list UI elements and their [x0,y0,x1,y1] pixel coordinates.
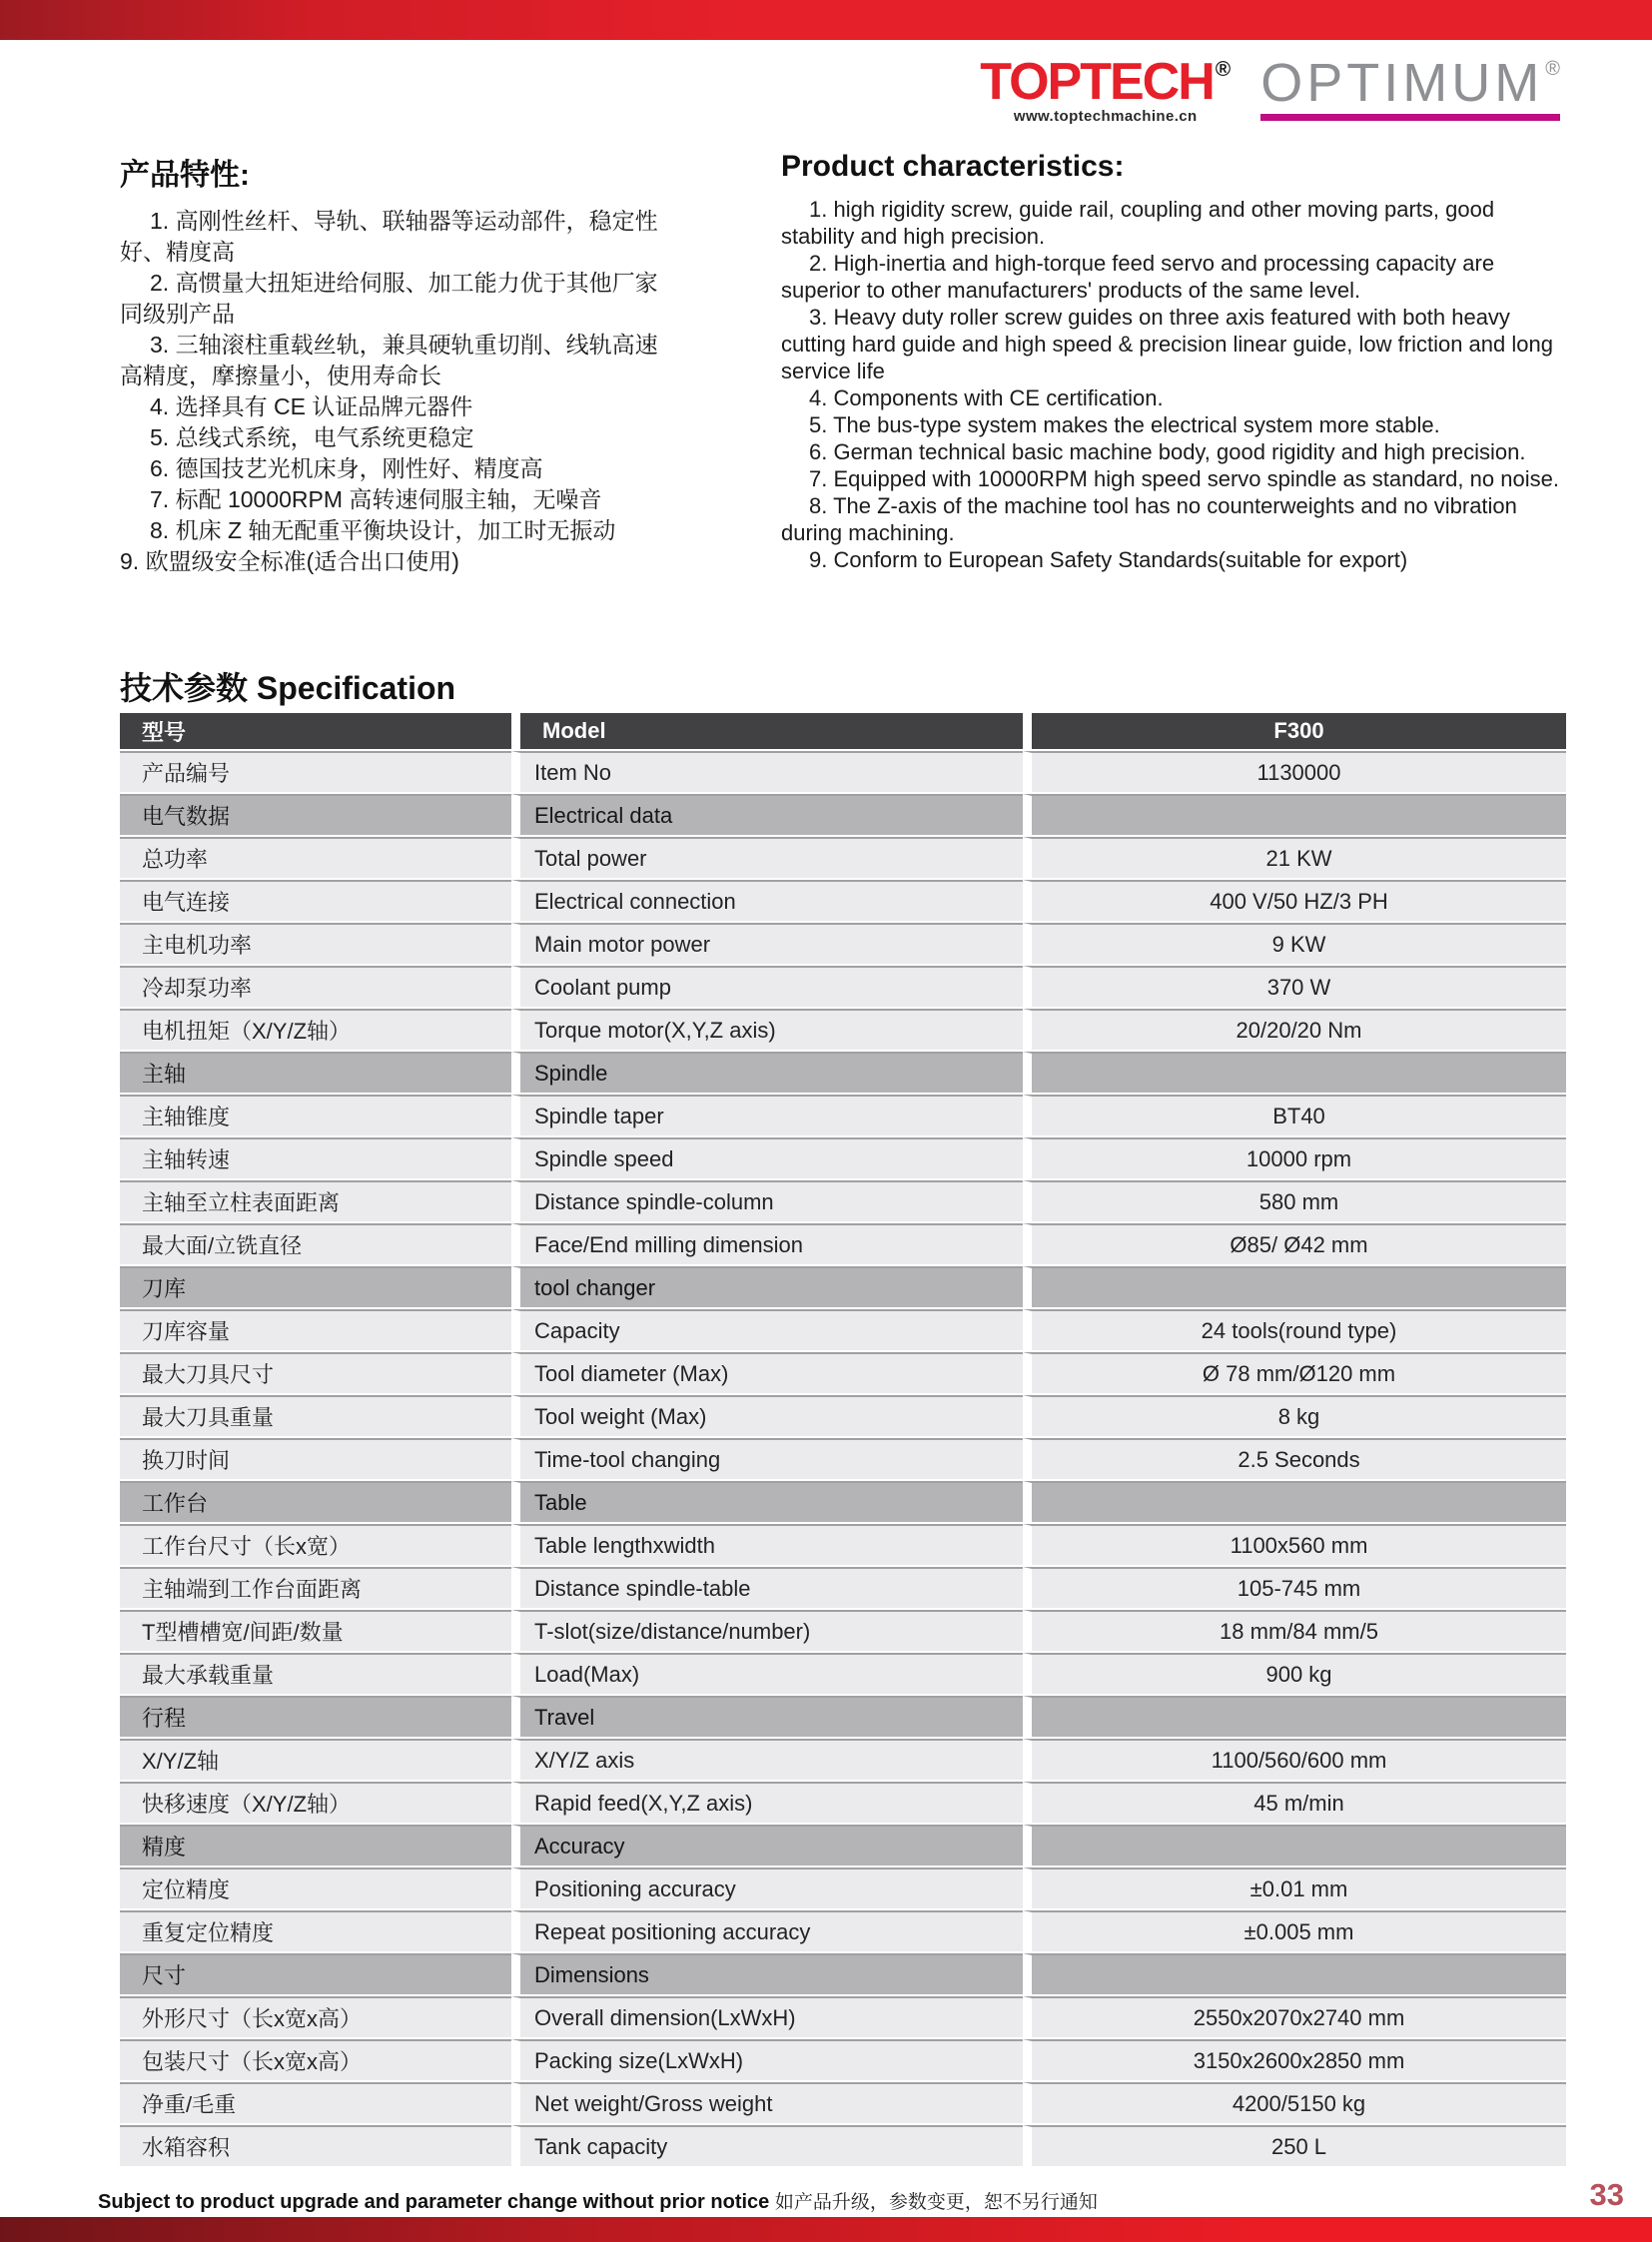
feature-item-en: 9. Conform to European Safety Standards(suitable for export) [809,547,1408,572]
spec-cell-en: Coolant pump [511,966,1023,1007]
spec-cell-en: Repeat positioning accuracy [511,1910,1023,1951]
spec-cell-val [1023,1481,1566,1522]
spec-cell-en: Tool weight (Max) [511,1395,1023,1436]
spec-cell-cn: 电气连接 [120,880,511,921]
spec-cell-cn: 包装尺寸（长x宽x高） [120,2039,511,2080]
spec-cell-val: 250 L [1023,2125,1566,2166]
spec-data-row [120,1438,1566,1479]
spec-cell-en: Packing size(LxWxH) [511,2039,1023,2080]
spec-cell-cn: 冷却泵功率 [120,966,511,1007]
spec-header-value: F300 [1023,713,1566,749]
logo-row [980,53,1560,126]
spec-cell-val: 4200/5150 kg [1023,2082,1566,2123]
spec-cell-val: Ø85/ Ø42 mm [1023,1223,1566,1264]
feature-item-en: 5. The bus-type system makes the electrical system more stable. [809,412,1440,437]
spec-cell-en: Electrical connection [511,880,1023,921]
features-list-cn [120,206,675,577]
spec-cell-val: 9 KW [1023,923,1566,964]
registered-trademark-icon: ® [1545,58,1560,80]
spec-cell-cn: T型槽槽宽/间距/数量 [120,1610,511,1651]
spec-data-row [120,1739,1566,1780]
spec-data-row [120,1782,1566,1823]
spec-cell-en: Distance spindle-table [511,1567,1023,1608]
spec-cell-cn: 主轴至立柱表面距离 [120,1180,511,1221]
spec-cell-cn: 主轴转速 [120,1137,511,1178]
specification-table [120,711,1566,2168]
feature-item-cn: 8. 机床 Z 轴无配重平衡块设计，加工时无振动 [150,517,616,543]
spec-cell-en: Spindle taper [511,1095,1023,1135]
feature-item-cn: 7. 标配 10000RPM 高转速伺服主轴，无噪音 [150,486,602,512]
spec-cell-val: 2550x2070x2740 mm [1023,1996,1566,2037]
spec-data-row [120,1137,1566,1178]
footer-notice-cn: 如产品升级，参数变更，恕不另行通知 [774,2192,1098,2213]
toptech-wordmark: TOPTECH [980,53,1214,111]
spec-data-row [120,880,1566,921]
spec-data-row [120,1910,1566,1951]
spec-cell-val [1023,1825,1566,1866]
spec-header-cn: 型号 [120,713,511,749]
spec-cell-cn: 定位精度 [120,1868,511,1908]
feature-item-en: 6. German technical basic machine body, good rigidity and high precision. [809,439,1526,464]
spec-cell-en: Table lengthxwidth [511,1524,1023,1565]
feature-item-cn: 6. 德国技艺光机床身，刚性好、精度高 [150,455,543,481]
spec-data-row [120,1996,1566,2037]
spec-cell-val: Ø 78 mm/Ø120 mm [1023,1352,1566,1393]
features-chinese-column [120,150,675,577]
spec-data-row [120,966,1566,1007]
spec-data-row [120,1524,1566,1565]
spec-data-row [120,1653,1566,1694]
optimum-magenta-underline [1260,114,1560,121]
feature-item-cn: 2. 高惯量大扭矩进给伺服、加工能力优于其他厂家同级别产品 [120,270,658,327]
spec-cell-cn: 外形尺寸（长x宽x高） [120,1996,511,2037]
spec-cell-cn: 刀库容量 [120,1309,511,1350]
spec-cell-cn: 精度 [120,1825,511,1866]
spec-header-row [120,713,1566,749]
bottom-red-bar [0,2217,1652,2242]
spec-cell-en: tool changer [511,1266,1023,1307]
spec-cell-en: T-slot(size/distance/number) [511,1610,1023,1651]
spec-section-row [120,1953,1566,1994]
spec-header-model: Model [511,713,1023,749]
toptech-website-url: www.toptechmachine.cn [1013,108,1198,126]
spec-data-row [120,837,1566,878]
spec-data-row [120,1868,1566,1908]
spec-cell-val: 2.5 Seconds [1023,1438,1566,1479]
spec-data-row [120,751,1566,792]
spec-cell-en: Travel [511,1696,1023,1737]
feature-item-en: 1. high rigidity screw, guide rail, coupling and other moving parts, good stability and high precision. [781,197,1495,249]
spec-cell-val: 400 V/50 HZ/3 PH [1023,880,1566,921]
spec-cell-val: 580 mm [1023,1180,1566,1221]
spec-data-row [120,1095,1566,1135]
feature-item-en: 4. Components with CE certification. [809,385,1164,410]
spec-cell-en: Total power [511,837,1023,878]
spec-cell-en: Main motor power [511,923,1023,964]
spec-cell-en: Distance spindle-column [511,1180,1023,1221]
spec-data-row [120,2082,1566,2123]
spec-cell-val: 3150x2600x2850 mm [1023,2039,1566,2080]
spec-cell-val: ±0.01 mm [1023,1868,1566,1908]
spec-cell-cn: 产品编号 [120,751,511,792]
spec-cell-en: Overall dimension(LxWxH) [511,1996,1023,2037]
spec-cell-val: 1130000 [1023,751,1566,792]
spec-cell-cn: 电气数据 [120,794,511,835]
spec-cell-en: Accuracy [511,1825,1023,1866]
spec-cell-cn: 主轴锥度 [120,1095,511,1135]
spec-cell-en: X/Y/Z axis [511,1739,1023,1780]
spec-cell-en: Electrical data [511,794,1023,835]
spec-cell-val: 10000 rpm [1023,1137,1566,1178]
spec-cell-val: 24 tools(round type) [1023,1309,1566,1350]
spec-cell-val: 1100/560/600 mm [1023,1739,1566,1780]
spec-cell-cn: 总功率 [120,837,511,878]
spec-cell-en: Capacity [511,1309,1023,1350]
spec-section-row [120,1052,1566,1093]
spec-data-row [120,1610,1566,1651]
spec-cell-en: Positioning accuracy [511,1868,1023,1908]
spec-cell-cn: 电机扭矩（X/Y/Z轴） [120,1009,511,1050]
spec-cell-cn: 工作台 [120,1481,511,1522]
optimum-logo [1260,53,1560,121]
spec-section-row [120,1825,1566,1866]
spec-cell-cn: 刀库 [120,1266,511,1307]
spec-cell-en: Tool diameter (Max) [511,1352,1023,1393]
spec-section-row [120,794,1566,835]
feature-item-cn: 4. 选择具有 CE 认证品牌元器件 [150,393,473,419]
spec-cell-en: Face/End milling dimension [511,1223,1023,1264]
spec-cell-cn: 水箱容积 [120,2125,511,2166]
spec-data-row [120,1223,1566,1264]
spec-cell-val [1023,794,1566,835]
features-list-en [781,196,1572,573]
spec-cell-en: Dimensions [511,1953,1023,1994]
features-english-column [781,150,1572,577]
feature-item-en: 7. Equipped with 10000RPM high speed servo spindle as standard, no noise. [809,466,1559,491]
feature-item-cn: 3. 三轴滚柱重载丝轨，兼具硬轨重切削、线轨高速高精度，摩擦量小，使用寿命长 [120,332,658,388]
top-red-bar [0,0,1652,40]
feature-item-cn: 9. 欧盟级安全标准(适合出口使用) [120,548,459,574]
spec-section-row [120,1266,1566,1307]
spec-cell-en: Spindle speed [511,1137,1023,1178]
spec-data-row [120,1567,1566,1608]
spec-data-row [120,1309,1566,1350]
feature-item-en: 3. Heavy duty roller screw guides on three axis featured with both heavy cutting hard guide and high speed & precision linear guide, low friction and long service life [781,305,1553,383]
feature-item-en: 2. High-inertia and high-torque feed servo and processing capacity are superior to other manufacturers' products of the same level. [781,251,1495,303]
footer-notice [98,2187,1098,2214]
toptech-logo [980,53,1232,126]
spec-cell-en: Tank capacity [511,2125,1023,2166]
spec-cell-cn: 主轴端到工作台面距离 [120,1567,511,1608]
spec-cell-en: Table [511,1481,1023,1522]
spec-data-row [120,923,1566,964]
spec-cell-cn: 最大刀具重量 [120,1395,511,1436]
spec-cell-cn: 重复定位精度 [120,1910,511,1951]
spec-cell-val: 105-745 mm [1023,1567,1566,1608]
spec-cell-cn: 工作台尺寸（长x宽） [120,1524,511,1565]
spec-cell-cn: 主轴 [120,1052,511,1093]
spec-cell-val: 8 kg [1023,1395,1566,1436]
spec-cell-val: 370 W [1023,966,1566,1007]
spec-cell-val: 1100x560 mm [1023,1524,1566,1565]
spec-data-row [120,2039,1566,2080]
spec-cell-en: Rapid feed(X,Y,Z axis) [511,1782,1023,1823]
spec-section-row [120,1696,1566,1737]
spec-cell-val: 20/20/20 Nm [1023,1009,1566,1050]
spec-cell-val [1023,1696,1566,1737]
spec-section-row [120,1481,1566,1522]
spec-data-row [120,2125,1566,2166]
features-section [120,150,1572,577]
spec-cell-val: 900 kg [1023,1653,1566,1694]
feature-item-cn: 5. 总线式系统，电气系统更稳定 [150,424,474,450]
spec-cell-cn: 换刀时间 [120,1438,511,1479]
features-title-cn: 产品特性: [120,159,250,192]
spec-cell-en: Load(Max) [511,1653,1023,1694]
spec-cell-en: Net weight/Gross weight [511,2082,1023,2123]
spec-cell-val [1023,1266,1566,1307]
optimum-wordmark: OPTIMUM [1260,53,1544,113]
spec-cell-val: 18 mm/84 mm/5 [1023,1610,1566,1651]
spec-data-row [120,1352,1566,1393]
spec-cell-cn: 最大面/立铣直径 [120,1223,511,1264]
registered-trademark-icon: ® [1215,58,1232,81]
spec-cell-val: ±0.005 mm [1023,1910,1566,1951]
specification-title: 技术参数 Specification [120,670,456,706]
spec-cell-cn: 净重/毛重 [120,2082,511,2123]
spec-cell-cn: 主电机功率 [120,923,511,964]
spec-cell-en: Torque motor(X,Y,Z axis) [511,1009,1023,1050]
spec-cell-cn: 最大承载重量 [120,1653,511,1694]
spec-cell-cn: 行程 [120,1696,511,1737]
page-number: 33 [1589,2177,1624,2212]
spec-cell-val: 21 KW [1023,837,1566,878]
spec-cell-val: BT40 [1023,1095,1566,1135]
spec-cell-val: 45 m/min [1023,1782,1566,1823]
spec-cell-cn: 尺寸 [120,1953,511,1994]
spec-data-row [120,1180,1566,1221]
spec-cell-en: Item No [511,751,1023,792]
spec-cell-cn: 快移速度（X/Y/Z轴） [120,1782,511,1823]
spec-cell-val [1023,1052,1566,1093]
features-title-en: Product characteristics: [781,150,1125,183]
spec-cell-val [1023,1953,1566,1994]
footer-notice-en: Subject to product upgrade and parameter change without prior notice [98,2191,770,2213]
spec-cell-cn: X/Y/Z轴 [120,1739,511,1780]
feature-item-cn: 1. 高刚性丝杆、导轨、联轴器等运动部件，稳定性好、精度高 [120,208,658,265]
spec-cell-cn: 最大刀具尺寸 [120,1352,511,1393]
spec-cell-en: Time-tool changing [511,1438,1023,1479]
spec-data-row [120,1009,1566,1050]
spec-data-row [120,1395,1566,1436]
feature-item-en: 8. The Z-axis of the machine tool has no counterweights and no vibration during machining. [781,493,1517,545]
spec-cell-en: Spindle [511,1052,1023,1093]
spec-table-body [120,751,1566,2166]
